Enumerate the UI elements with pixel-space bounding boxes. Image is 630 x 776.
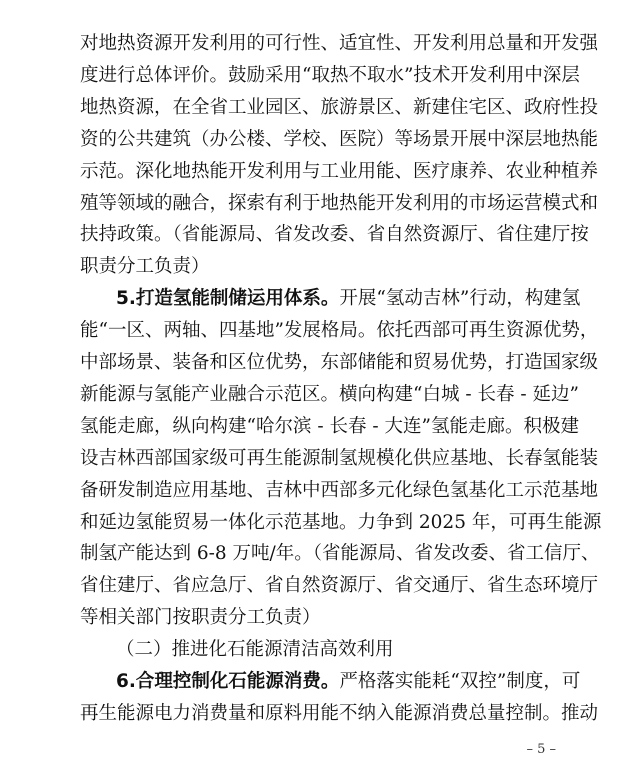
section-5-line: 制氢产能达到 6-8 万吨/年。（省能源局、省发改委、省工信厅、 [80, 543, 600, 564]
section-5-line: 等相关部门按职责分工负责） [80, 607, 321, 628]
section-6-line: 再生能源电力消费量和原料用能不纳入能源消费总量控制。推动 [80, 703, 599, 724]
section-5-line: 氢能走廊，纵向构建“哈尔滨 - 长春 - 大连”氢能走廊。积极建 [80, 416, 579, 437]
section-6-heading: 6.合理控制化石能源消费。 [116, 671, 340, 692]
page-number: – 5 – [526, 742, 556, 757]
body-line: 殖等领域的融合，探索有利于地热能开发利用的市场运营模式和 [80, 193, 599, 214]
body-line: 对地热资源开发利用的可行性、适宜性、开发利用总量和开发强 [80, 33, 599, 54]
section-5-line: 和延边氢能贸易一体化示范基地。力争到 2025 年，可再生能源 [80, 512, 602, 533]
body-line: 扶持政策。（省能源局、省发改委、省自然资源厅、省住建厅按 [80, 224, 589, 245]
subsection-2-heading: （二）推进化石能源清洁高效利用 [116, 639, 394, 660]
body-line: 示范。深化地热能开发利用与工业用能、医疗康养、农业种植养 [80, 161, 599, 182]
section-5-line: 设吉林西部国家级可再生能源制氢规模化供应基地、长春氢能装 [80, 448, 599, 469]
section-5-heading: 5.打造氢能制储运用体系。 [116, 288, 340, 309]
section-5-line: 中部场景、装备和区位优势，东部储能和贸易优势，打造国家级 [80, 352, 599, 373]
section-5-first-line [116, 282, 581, 316]
body-line: 地热资源，在全省工业园区、旅游景区、新建住宅区、政府性投 [80, 97, 599, 118]
section-6-first-text: 严格落实能耗“双控”制度，可 [339, 671, 581, 692]
section-5-line: 能“一区、两轴、四基地”发展格局。依托西部可再生资源优势， [80, 320, 599, 341]
section-6-first-line [116, 665, 581, 699]
section-5-line: 新能源与氢能产业融合示范区。横向构建“白城 - 长春 - 延边” [80, 384, 579, 405]
section-5-line: 省住建厅、省应急厅、省自然资源厅、省交通厅、省生态环境厅 [80, 575, 599, 596]
body-line: 职责分工负责） [80, 256, 210, 277]
body-line: 度进行总体评价。鼓励采用“取热不取水”技术开发利用中深层 [80, 65, 580, 86]
section-5-first-text: 开展“氢动吉林”行动，构建氢 [339, 288, 581, 309]
body-line: 资的公共建筑（办公楼、学校、医院）等场景开展中深层地热能 [80, 129, 599, 150]
section-5-line: 备研发制造应用基地、吉林中西部多元化绿色氢基化工示范基地 [80, 480, 599, 501]
